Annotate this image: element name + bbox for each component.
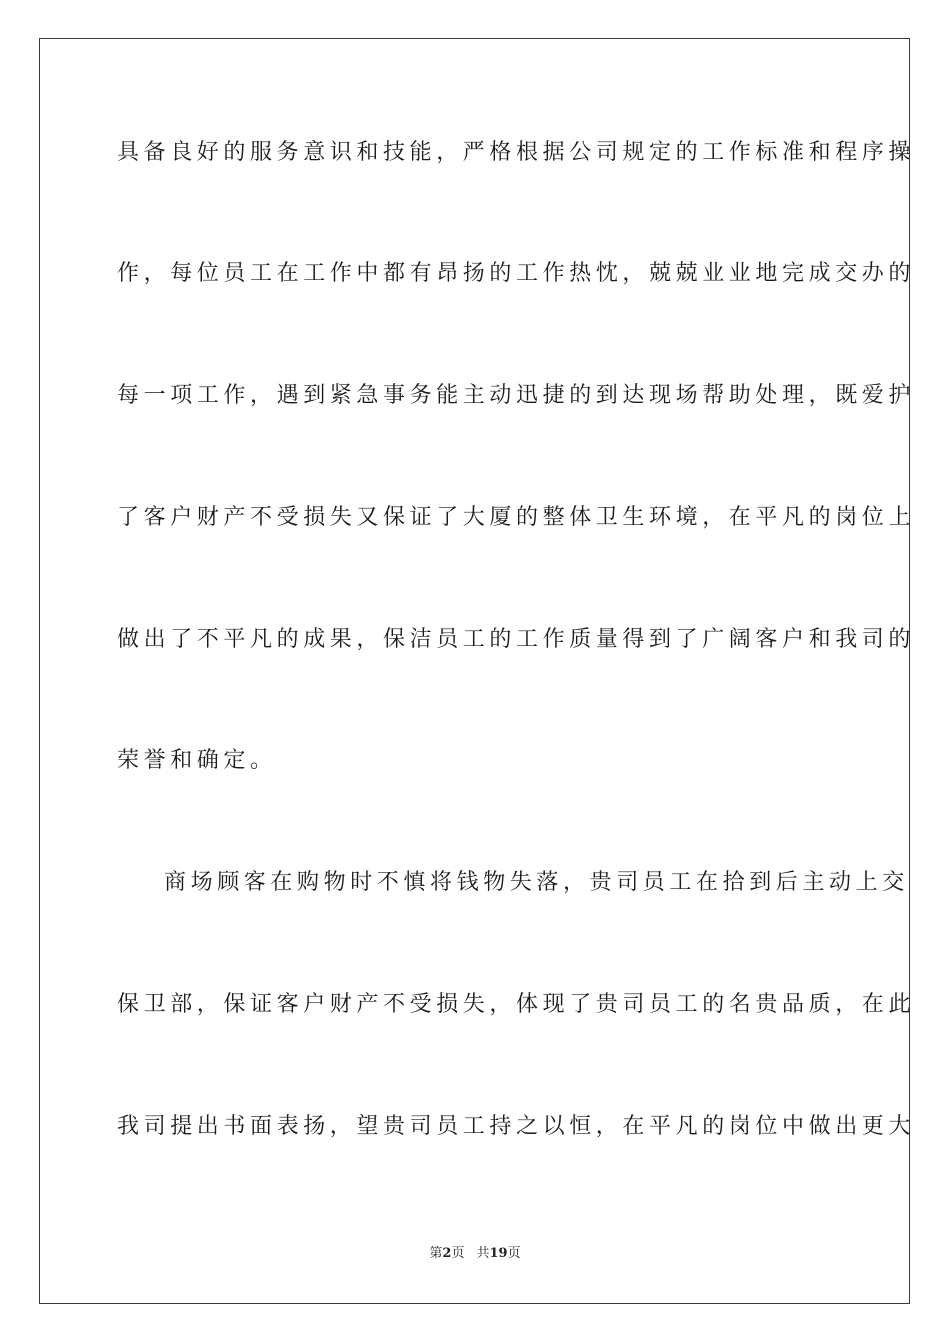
page-number: 2 [442, 1246, 452, 1261]
total-pages: 19 [489, 1246, 508, 1261]
text-line-1: 具备良好的服务意识和技能，严格根据公司规定的工作标准和程序操 [117, 140, 916, 165]
text-line-6: 荣誉和确定。 [117, 748, 277, 773]
text-line-9: 我司提出书面表扬，望贵司员工持之以恒，在平凡的岗位中做出更大 [117, 1114, 916, 1139]
total-prefix: 共 [476, 1246, 490, 1261]
text-line-2: 作，每位员工在工作中都有昂扬的工作热忱，兢兢业业地完成交办的 [117, 261, 916, 286]
text-line-8: 保卫部，保证客户财产不受损失，体现了贵司员工的名贵品质，在此 [117, 992, 916, 1017]
text-line-7: 商场顾客在购物时不慎将钱物失落，贵司员工在拾到后主动上交 [164, 870, 909, 895]
text-line-5: 做出了不平凡的成果，保洁员工的工作质量得到了广阔客户和我司的 [117, 627, 916, 652]
total-suffix: 页 [507, 1246, 521, 1261]
text-line-3: 每一项工作，遇到紧急事务能主动迅捷的到达现场帮助处理，既爱护 [117, 383, 916, 408]
page-suffix: 页 [451, 1246, 465, 1261]
page-prefix: 第 [429, 1246, 443, 1261]
text-line-4: 了客户财产不受损失又保证了大厦的整体卫生环境，在平凡的岗位上 [117, 505, 916, 530]
page-footer [0, 1246, 950, 1262]
